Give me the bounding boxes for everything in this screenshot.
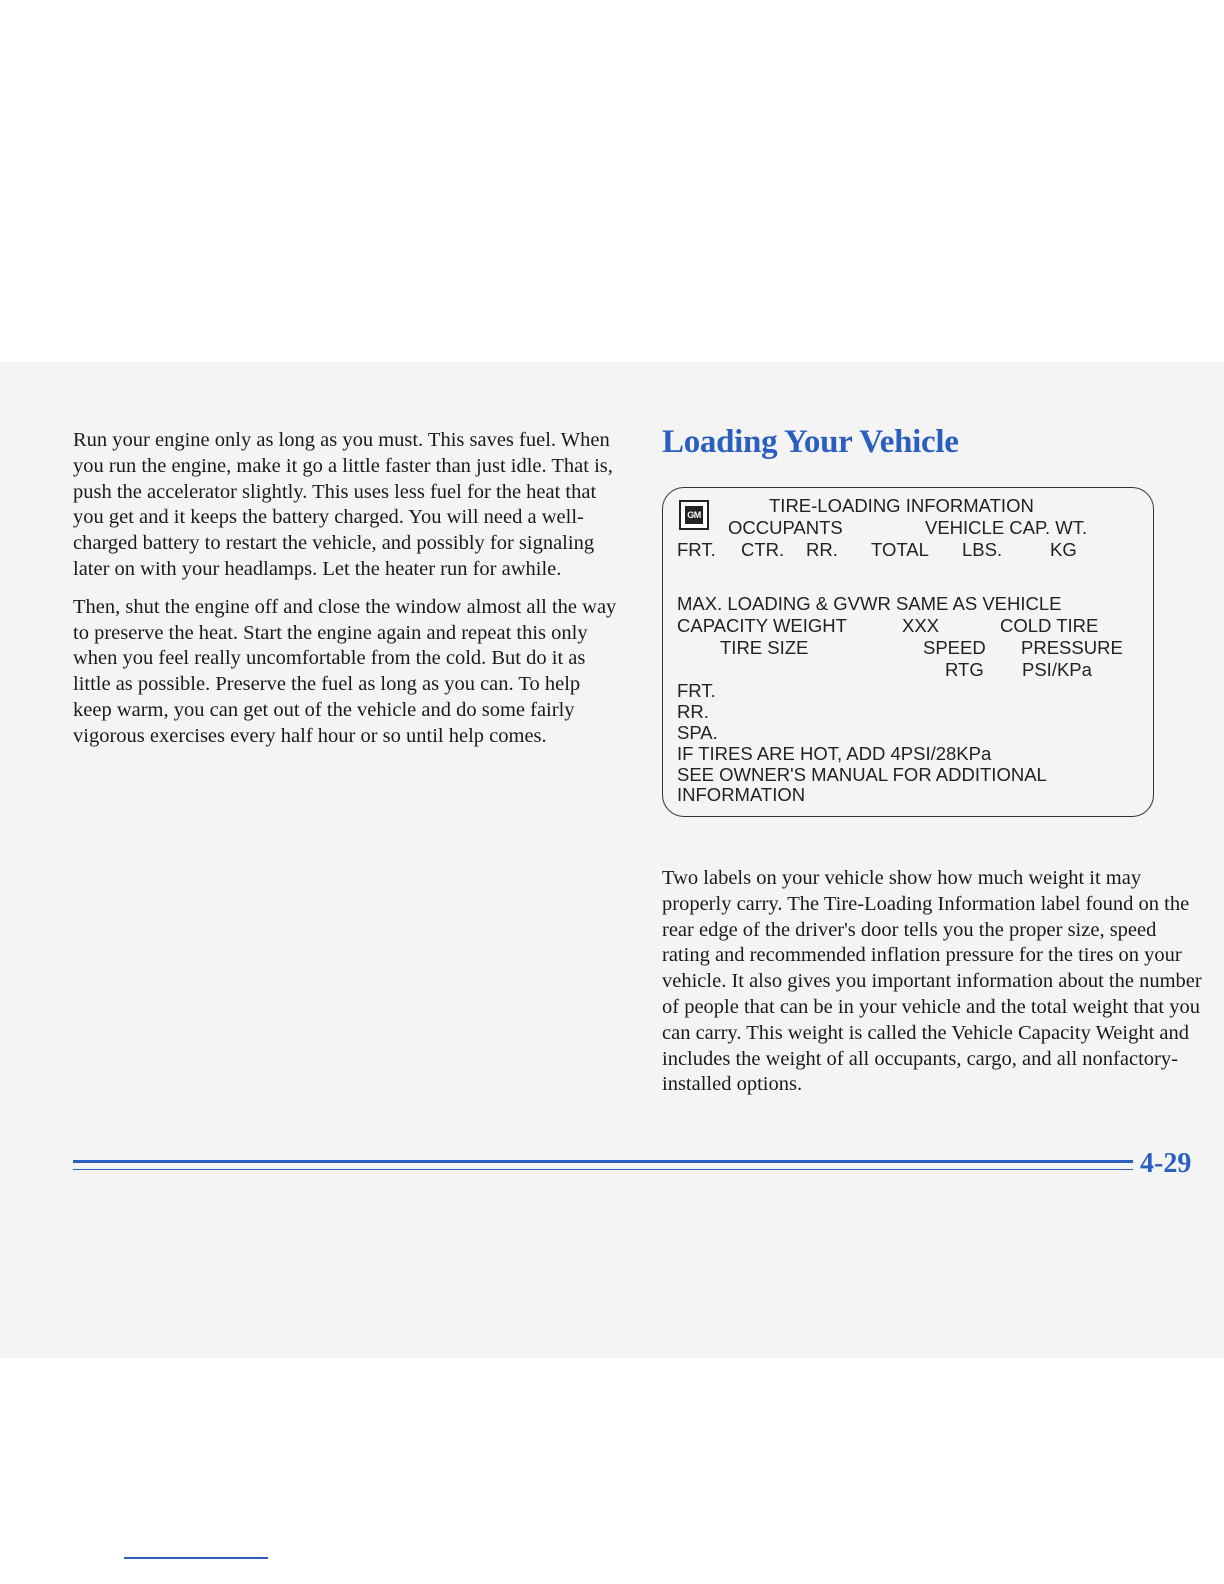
label-occupants: OCCUPANTS	[728, 517, 843, 538]
footer-rule	[73, 1160, 1133, 1176]
left-column	[73, 428, 618, 762]
label-row-spa: SPA.	[677, 722, 718, 743]
label-psi-kpa: PSI/KPa	[1022, 659, 1092, 680]
label-total: TOTAL	[871, 539, 929, 560]
page-number: 4-29	[1140, 1148, 1192, 1179]
footer-rule-thin	[73, 1169, 1133, 1170]
label-information: INFORMATION	[677, 784, 806, 805]
section-title: Loading Your Vehicle	[662, 424, 959, 460]
label-tire-size: TIRE SIZE	[720, 637, 809, 658]
footer-rule-thick	[73, 1160, 1133, 1163]
label-kg: KG	[1050, 539, 1077, 560]
label-rtg: RTG	[945, 659, 984, 680]
label-frt: FRT.	[677, 539, 716, 560]
paragraph-engine-run: Run your engine only as long as you must. This saves fuel. When you run the engine, make it go a little faster than just idle. That is, push the accelerator slightly. This uses less fuel for the heat that you get and it keeps the battery charged. You will need a well-charged battery to restart the vehicle, and possibly for signaling later on with your headlamps. Let the heater run for awhile.	[73, 429, 613, 580]
tire-loading-label	[662, 487, 1154, 817]
label-ctr: CTR.	[741, 539, 785, 560]
paragraph-vehicle-labels: Two labels on your vehicle show how much weight it may properly carry. The Tire-Loading Information label found on the rear edge of the driver's door tells you the proper size, speed rating and recommended inflation pressure for the tires on your vehicle. It also gives you important information about the number of people that can be in your vehicle and the total weight that you can carry. This weight is called the Vehicle Capacity Weight and includes the weight of all occupants, cargo, and all nonfactory-installed options.	[662, 867, 1202, 1096]
label-xxx: XXX	[902, 615, 940, 636]
right-column	[662, 420, 1202, 464]
paragraph-shut-engine: Then, shut the engine off and close the window almost all the way to preserve the heat. Start the engine again and repeat this only when you feel really uncomfortable from the cold. But do it as little as possible. Preserve the fuel as long as you can. To help keep warm, you can get out of the vehicle and do some fairly vigorous exercises every half hour or so until help comes.	[73, 595, 617, 747]
label-see-manual: SEE OWNER'S MANUAL FOR ADDITIONAL	[677, 764, 1047, 785]
label-max-loading: MAX. LOADING & GVWR SAME AS VEHICLE	[677, 593, 1062, 614]
label-speed: SPEED	[923, 637, 986, 658]
gm-logo-text: GM	[685, 506, 703, 524]
label-cold-tire: COLD TIRE	[1000, 615, 1099, 636]
bottom-underline	[124, 1557, 268, 1559]
label-row-rr: RR.	[677, 701, 709, 722]
label-hot-tires: IF TIRES ARE HOT, ADD 4PSI/28KPa	[677, 743, 992, 764]
label-row-frt: FRT.	[677, 680, 716, 701]
label-vehicle-cap-wt: VEHICLE CAP. WT.	[925, 517, 1088, 538]
label-lbs: LBS.	[962, 539, 1003, 560]
label-rr: RR.	[806, 539, 838, 560]
label-heading: TIRE-LOADING INFORMATION	[769, 495, 1034, 516]
label-pressure: PRESSURE	[1021, 637, 1123, 658]
label-capacity-weight: CAPACITY WEIGHT	[677, 615, 847, 636]
gm-logo-icon	[679, 500, 709, 530]
